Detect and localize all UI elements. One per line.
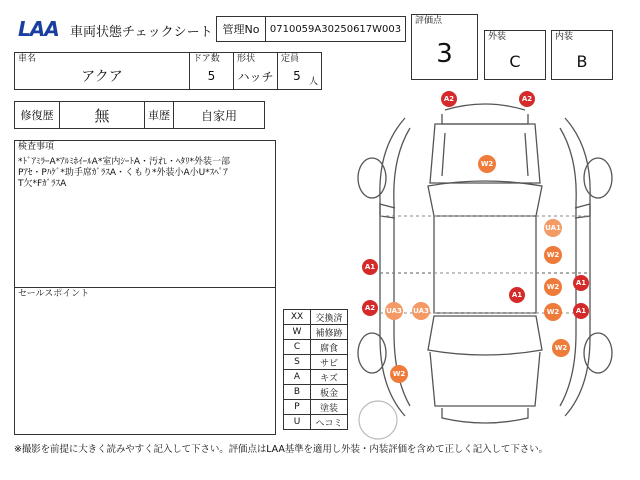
sales-points-label: セールスポイント <box>18 289 90 299</box>
damage-marker: W2 <box>478 155 496 173</box>
damage-marker: A1 <box>573 275 589 291</box>
exterior-label: 外装 <box>488 32 507 42</box>
damage-marker: UA1 <box>544 219 562 237</box>
legend-meaning: 板金 <box>310 384 348 400</box>
interior-value: B <box>576 51 588 71</box>
legend-meaning: 交換済 <box>310 309 348 325</box>
capacity-box <box>277 52 322 90</box>
laa-logo-icon <box>18 18 64 40</box>
legend-meaning: 塗装 <box>310 399 348 415</box>
damage-marker: A1 <box>573 303 589 319</box>
vehicle-name-box <box>14 52 190 90</box>
legend-code: B <box>283 384 311 400</box>
spare-tire-icon <box>356 398 400 442</box>
damage-marker: A2 <box>362 300 378 316</box>
damage-marker: A2 <box>441 91 457 107</box>
inspection-line-2: Pｱｾ・Pﾊｹﾞ*助手席ｶﾞﾗｽA・くもり*外装小A小U*ｽﾍﾟｱ <box>18 168 228 178</box>
legend-code: P <box>283 399 311 415</box>
sheet-title: 車両状態チェックシート <box>70 25 213 40</box>
usage-value: 自家用 <box>173 101 265 129</box>
interior-label: 内装 <box>555 32 574 42</box>
legend-code: C <box>283 339 311 355</box>
exterior-value: C <box>509 51 521 71</box>
doors-box <box>189 52 234 90</box>
score-label: 評価点 <box>415 16 443 26</box>
shape-label: 形状 <box>237 54 256 64</box>
damage-marker: W2 <box>544 246 562 264</box>
logo-text: LAA <box>18 18 59 40</box>
management-value: 0710059A30250617W003 <box>265 16 406 42</box>
capacity-label: 定員 <box>281 54 300 64</box>
inspection-line-3: T欠*FｶﾞﾗｽA <box>18 179 67 189</box>
doors-label: ドア数 <box>193 54 220 64</box>
laa-logo <box>18 18 64 40</box>
legend-code: W <box>283 324 311 340</box>
legend-meaning: 腐食 <box>310 339 348 355</box>
exterior-box <box>484 30 546 80</box>
legend-code: U <box>283 414 311 430</box>
legend-code: XX <box>283 309 311 325</box>
damage-marker: A1 <box>362 259 378 275</box>
score-value: 3 <box>436 39 453 69</box>
sales-points-box <box>14 287 276 435</box>
capacity-value: 5 <box>293 69 301 83</box>
capacity-unit: 人 <box>308 77 318 87</box>
damage-marker: A1 <box>509 287 525 303</box>
score-box <box>411 14 478 80</box>
car-damage-diagram <box>350 88 620 438</box>
legend-meaning: キズ <box>310 369 348 385</box>
shape-value: ハッチ <box>237 69 274 84</box>
usage-label: 車歴 <box>144 101 174 129</box>
legend-meaning: サビ <box>310 354 348 370</box>
damage-marker: W2 <box>390 365 408 383</box>
legend-code: S <box>283 354 311 370</box>
vehicle-name-label: 車名 <box>18 54 37 64</box>
footer-note: ※撮影を前提に大きく読みやすく記入して下さい。評価点はLAA基準を適用し外装・内装評価を含めて正しく記入して下さい。 <box>14 444 548 455</box>
legend-meaning: ヘコミ <box>310 414 348 430</box>
legend-meaning: 補修跡 <box>310 324 348 340</box>
damage-marker: A2 <box>519 91 535 107</box>
damage-marker: UA3 <box>385 302 403 320</box>
management-label: 管理No <box>216 16 266 42</box>
damage-marker: W2 <box>552 339 570 357</box>
repair-value: 無 <box>59 101 145 129</box>
legend-code: A <box>283 369 311 385</box>
inspection-line-1: *ﾄﾞｱﾐﾗｰA*ｱﾙﾐﾎｲｰﾙA*室内ｼｰﾄA・汚れ・ﾍﾀﾘ*外装一部 <box>18 157 230 167</box>
damage-marker: UA3 <box>412 302 430 320</box>
vehicle-name-value: アクア <box>81 69 123 85</box>
doors-value: 5 <box>207 69 216 83</box>
inspection-label: 検査事項 <box>18 142 55 152</box>
interior-box <box>551 30 613 80</box>
inspection-box <box>14 140 276 288</box>
damage-marker: W2 <box>544 278 562 296</box>
shape-box <box>233 52 278 90</box>
damage-marker: W2 <box>544 303 562 321</box>
repair-label: 修復歴 <box>14 101 60 129</box>
